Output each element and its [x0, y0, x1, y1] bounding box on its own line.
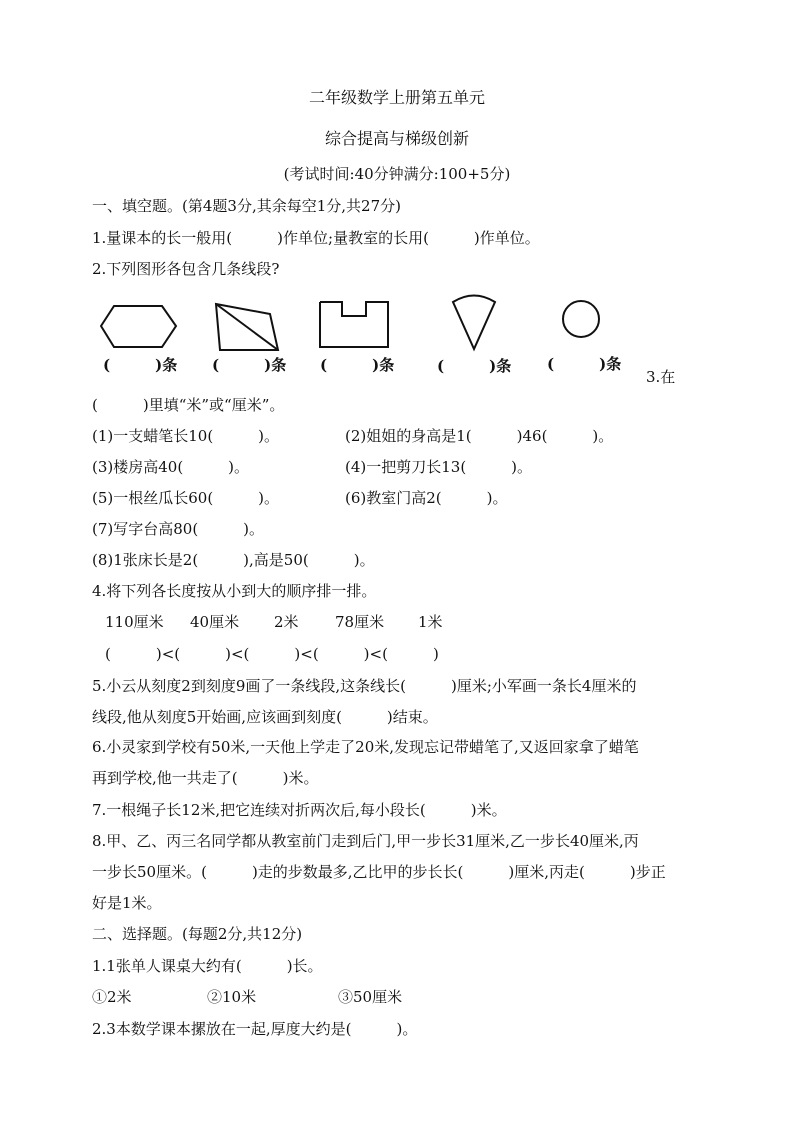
q3-item-4: (4)一把剪刀长13( )。 [345, 458, 533, 476]
question-6-line-2: 再到学校,他一共走了( )米。 [92, 769, 319, 787]
q3-item-6: (6)教室门高2( )。 [345, 489, 508, 507]
answer-blank-3: ( )条 [320, 356, 395, 374]
question-8-line-1: 8.甲、乙、丙三名同学都从教室前门走到后门,甲一步长31厘米,乙一步长40厘米,丙 [92, 832, 639, 850]
question-6-line-1: 6.小灵家到学校有50米,一天他上学走了20米,发现忘记带蜡笔了,又返回家拿了蜡笔 [92, 738, 639, 756]
length-1: 110厘米 [105, 613, 164, 631]
question-7: 7.一根绳子长12米,把它连续对折两次后,每小段长( )米。 [92, 801, 507, 819]
page-title: 二年级数学上册第五单元 [308, 88, 485, 107]
quadrilateral-with-diagonal-shape [214, 302, 280, 352]
exam-info: (考试时间:40分钟满分:100+5分) [283, 165, 511, 183]
question-8-line-3: 好是1米。 [92, 894, 162, 912]
section1-heading: 一、填空题。(第4题3分,其余每空1分,共27分) [92, 197, 401, 215]
q3-item-2: (2)姐姐的身高是1( )46( )。 [345, 427, 614, 445]
question-5-line-2: 线段,他从刻度5开始画,应该画到刻度( )结束。 [92, 708, 438, 726]
choice-option-3: ③50厘米 [338, 988, 403, 1006]
choice-option-1: ①2米 [92, 988, 132, 1006]
hexagon-shape [100, 304, 178, 350]
page-subtitle: 综合提高与梯级创新 [324, 129, 469, 148]
question-5-line-1: 5.小云从刻度2到刻度9画了一条线段,这条线长( )厘米;小军画一条长4厘米的 [92, 677, 637, 695]
choice-question-1: 1.1张单人课桌大约有( )长。 [92, 957, 323, 975]
circle-shape [560, 298, 602, 340]
answer-blank-2: ( )条 [212, 356, 287, 374]
question-1: 1.量课本的长一般用( )作单位;量教室的长用( )作单位。 [92, 229, 540, 247]
question-8-line-2: 一步长50厘米。( )走的步数最多,乙比甲的步长长( )厘米,丙走( )步正 [92, 863, 666, 881]
notched-rectangle-shape [318, 300, 390, 350]
q3-item-5: (5)一根丝瓜长60( )。 [92, 489, 280, 507]
question-4: 4.将下列各长度按从小到大的顺序排一排。 [92, 582, 377, 600]
length-5: 1米 [418, 613, 443, 631]
sector-shape [450, 292, 498, 352]
question-3-start: 3.在 [646, 368, 676, 386]
question-3: ( )里填“米”或“厘米”。 [92, 396, 285, 414]
answer-blank-5: ( )条 [547, 355, 622, 373]
q3-item-3: (3)楼房高40( )。 [92, 458, 250, 476]
question-2: 2.下列图形各包含几条线段? [92, 260, 280, 278]
choice-question-2: 2.3本数学课本摞放在一起,厚度大约是( )。 [92, 1020, 418, 1038]
length-2: 40厘米 [190, 613, 240, 631]
section2-heading: 二、选择题。(每题2分,共12分) [92, 925, 303, 943]
q3-item-8: (8)1张床长是2( ),高是50( )。 [92, 551, 375, 569]
q3-item-1: (1)一支蜡笔长10( )。 [92, 427, 280, 445]
length-4: 78厘米 [335, 613, 385, 631]
order-blanks: ( )<( )<( )<( )<( ) [105, 645, 439, 663]
choice-option-2: ②10米 [207, 988, 257, 1006]
answer-blank-1: ( )条 [103, 356, 178, 374]
q3-item-7: (7)写字台高80( )。 [92, 520, 265, 538]
answer-blank-4: ( )条 [437, 357, 512, 375]
length-3: 2米 [274, 613, 299, 631]
